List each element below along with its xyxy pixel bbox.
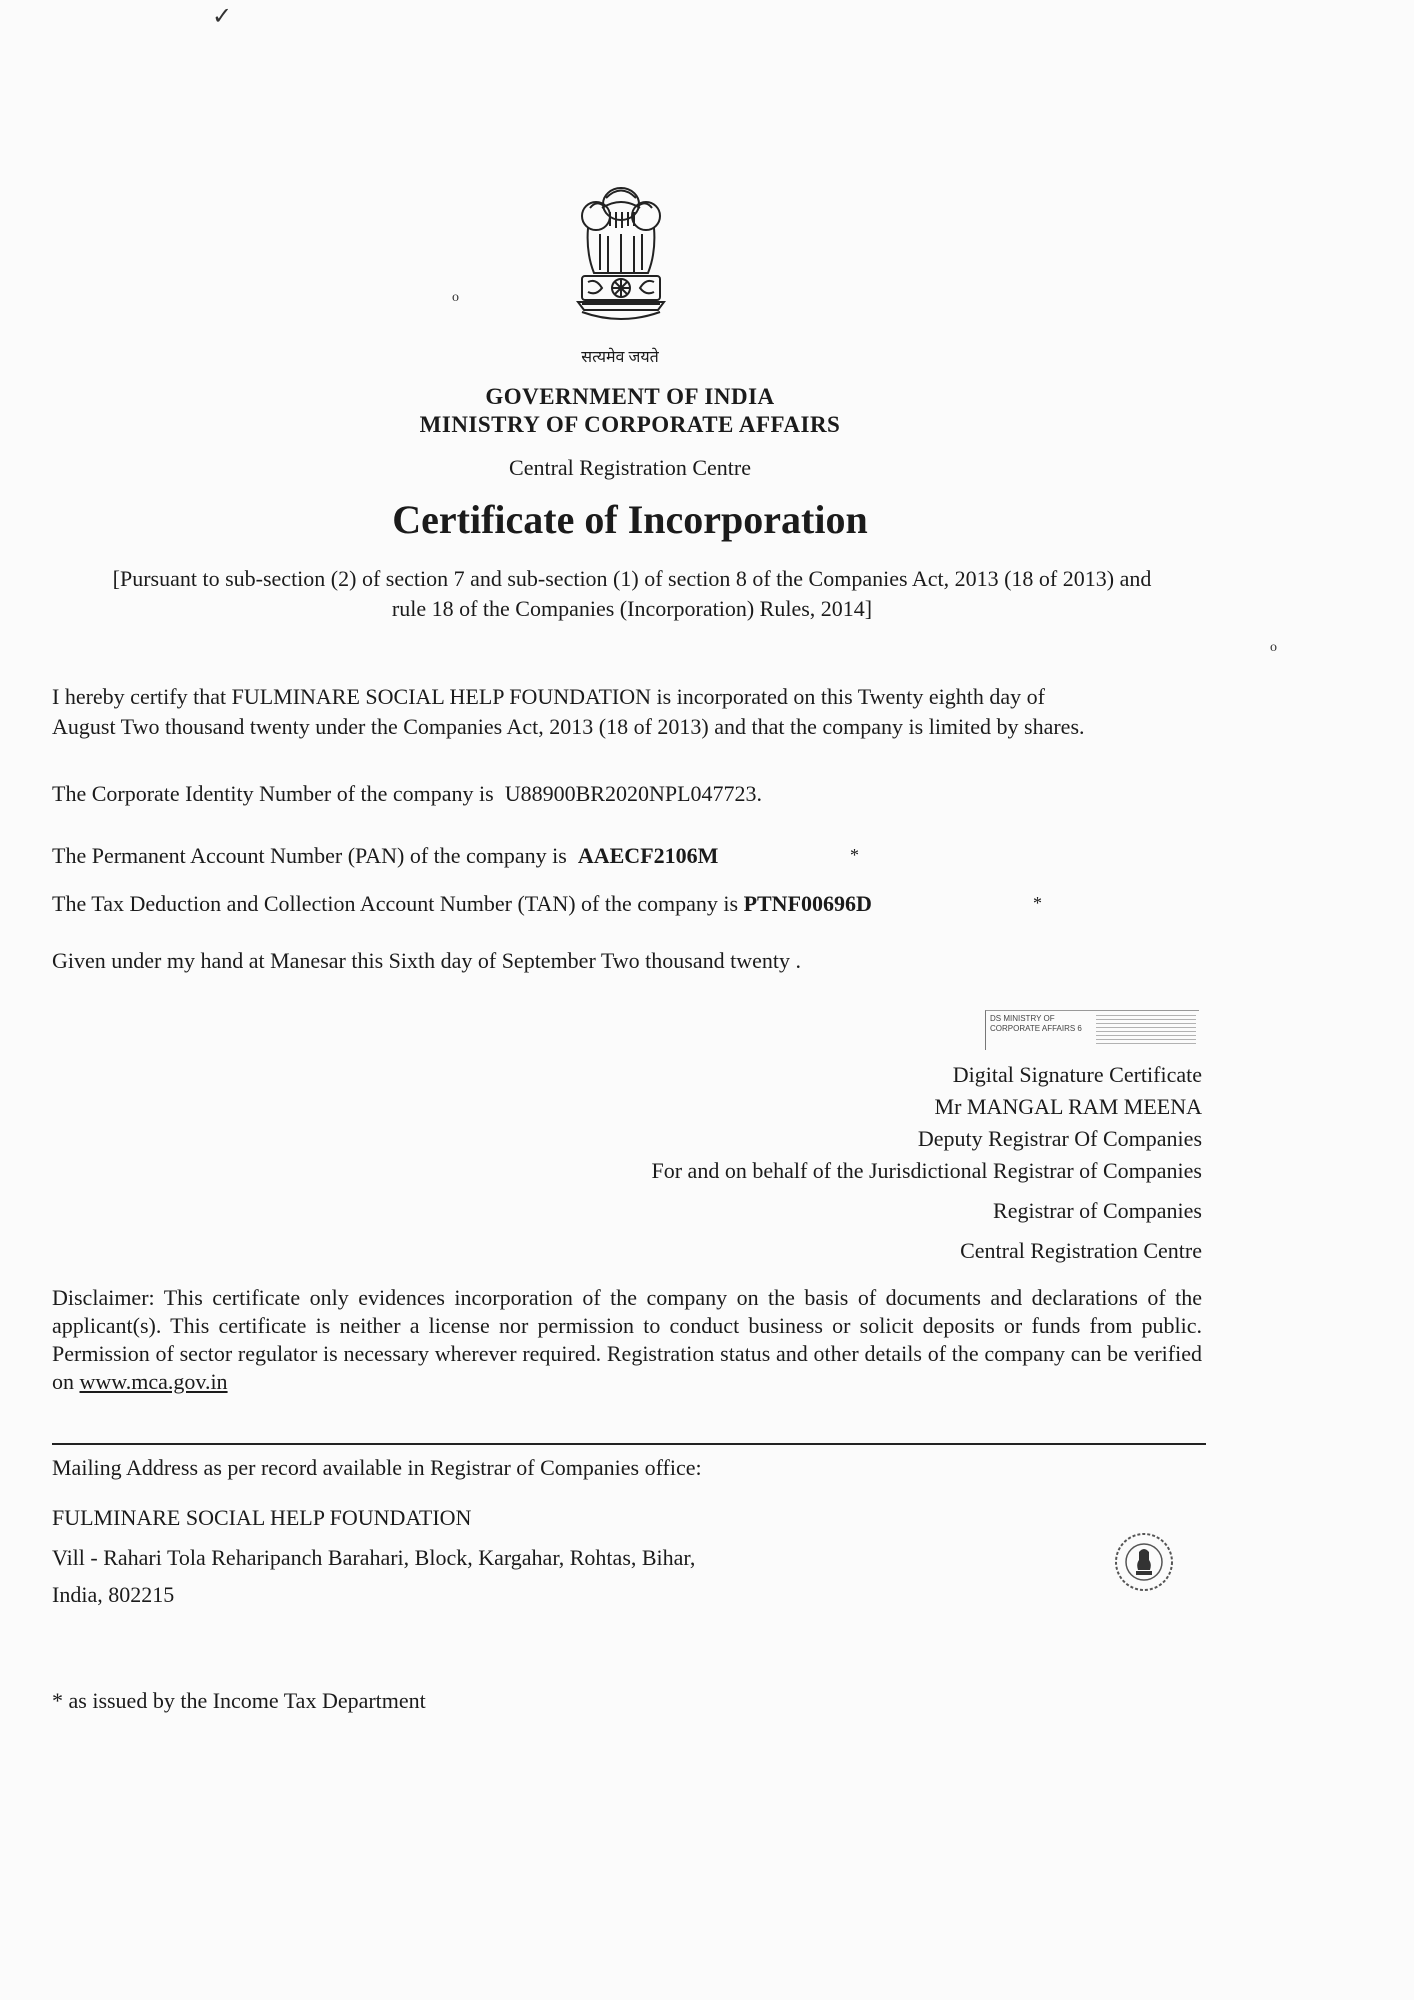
cin-value: U88900BR2020NPL047723. xyxy=(504,781,763,806)
tan-value: PTNF00696D xyxy=(743,891,872,916)
certify-line-1: I hereby certify that FULMINARE SOCIAL HELP FOUNDATION is incorporated on this Twenty eighth day of xyxy=(52,684,1045,709)
certify-line-2: August Two thousand twenty under the Companies Act, 2013 (18 of 2013) and that the company is limited by shares. xyxy=(52,714,1085,739)
pursuant-line-2: rule 18 of the Companies (Incorporation) Rules, 2014] xyxy=(391,596,873,621)
section-divider xyxy=(52,1443,1206,1445)
certificate-title: Certificate of Incorporation xyxy=(392,497,868,542)
lion-capital-icon xyxy=(566,178,676,348)
pursuant-statement xyxy=(52,564,1212,624)
emblem-motto: सत्यमेव जयते xyxy=(581,349,659,366)
scan-mark: ✓ xyxy=(212,4,233,30)
ministry-seal xyxy=(1112,1530,1176,1599)
pan-statement xyxy=(52,841,1222,871)
stamp-signature-lines xyxy=(1096,1015,1196,1045)
scan-speck: o xyxy=(1270,640,1277,655)
registration-centre: Central Registration Centre xyxy=(509,455,751,480)
pan-tan-footnote: * as issued by the Income Tax Department xyxy=(52,1688,426,1713)
signatory-designation: Deputy Registrar Of Companies xyxy=(917,1126,1202,1151)
mailing-address-heading: Mailing Address as per record available in Registrar of Companies office: xyxy=(52,1455,702,1480)
pan-value: AAECF2106M xyxy=(577,843,719,868)
digital-signature-stamp xyxy=(985,1010,1199,1050)
pursuant-line-1: [Pursuant to sub-section (2) of section 7 and sub-section (1) of section 8 of the Companies Act, 2013 (18 of 2013) and xyxy=(112,566,1152,591)
ministry-heading: MINISTRY OF CORPORATE AFFAIRS xyxy=(419,412,841,437)
disclaimer xyxy=(52,1284,1202,1396)
disclaimer-text: Disclaimer: This certificate only evidences incorporation of the company on the basis of documents and declarations of the applicant(s). This certificate is neither a license nor permission to conduct business or solicit deposits or funds from public. Permission of sector regulator is necessary wherever required. Registration status and other details of the company can be verified on xyxy=(52,1285,1202,1394)
signatory-name: Mr MANGAL RAM MEENA xyxy=(934,1094,1202,1119)
dsc-label: Digital Signature Certificate xyxy=(952,1062,1202,1087)
mailing-address-line-1: Vill - Rahari Tola Reharipanch Barahari, Block, Kargahar, Rohtas, Bihar, xyxy=(52,1545,696,1570)
scan-speck: o xyxy=(452,290,459,305)
tan-statement xyxy=(52,889,1222,919)
stamp-line-2: CORPORATE AFFAIRS 6 xyxy=(990,1024,1082,1033)
centre-line: Central Registration Centre xyxy=(960,1238,1202,1263)
mailing-company-name: FULMINARE SOCIAL HELP FOUNDATION xyxy=(52,1505,472,1530)
government-heading: GOVERNMENT OF INDIA xyxy=(485,384,775,409)
tan-asterisk: * xyxy=(1033,893,1042,913)
certification-paragraph xyxy=(52,682,1222,742)
stamp-line-1: DS MINISTRY OF xyxy=(990,1014,1055,1023)
on-behalf-line: For and on behalf of the Jurisdictional Registrar of Companies xyxy=(651,1158,1202,1183)
registrar-line: Registrar of Companies xyxy=(993,1198,1202,1223)
mailing-address-line-2: India, 802215 xyxy=(52,1582,175,1607)
cin-label: The Corporate Identity Number of the company is xyxy=(52,781,494,806)
mca-website-link[interactable]: www.mca.gov.in xyxy=(79,1369,228,1394)
pan-asterisk: * xyxy=(850,845,859,865)
tan-label: The Tax Deduction and Collection Account Number (TAN) of the company is xyxy=(52,891,739,916)
cin-statement xyxy=(52,779,1222,809)
pan-label: The Permanent Account Number (PAN) of the company is xyxy=(52,843,567,868)
seal-icon xyxy=(1112,1530,1176,1594)
given-statement: Given under my hand at Manesar this Sixth day of September Two thousand twenty . xyxy=(52,948,801,973)
